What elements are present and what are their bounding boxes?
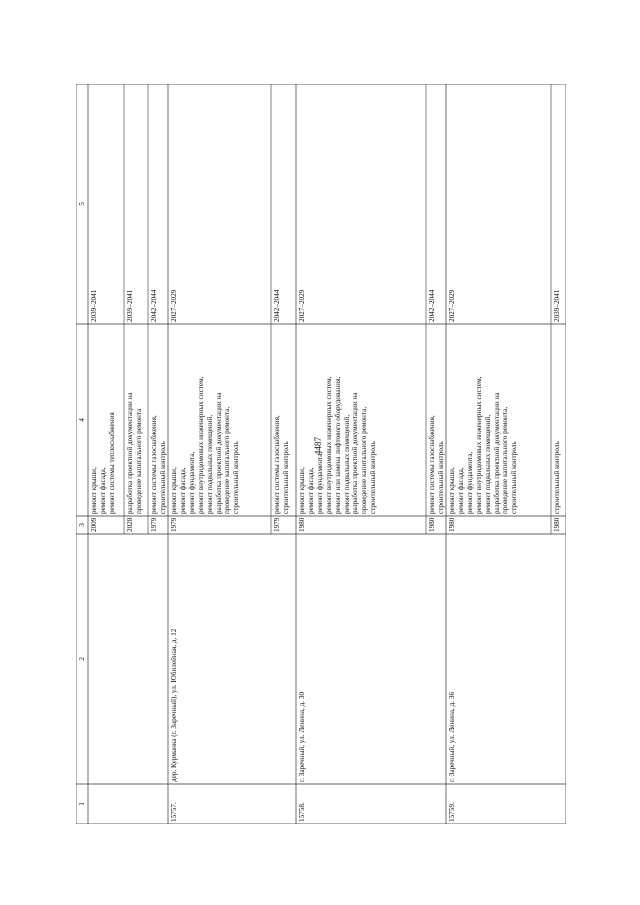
text-line: строительный контроль [232, 441, 241, 514]
text-line: ремонт фундамента, [187, 451, 196, 514]
works-cell [553, 441, 562, 514]
text-line: разработка проектной документации на [214, 392, 223, 514]
year-cell: 2028 [126, 517, 134, 532]
text-line: строительный контроль [510, 441, 519, 514]
text-line: ремонт внутридомовых инженерных систем, [324, 376, 333, 514]
text-line: ремонт фасада, [456, 467, 465, 514]
text-line: ремонт системы газоснабжения, [150, 415, 158, 514]
text-line: ремонт фасада, [98, 467, 107, 514]
text-line: ремонт системы теплоснабжения [107, 412, 116, 514]
text-line: ремонт фундамента, [465, 451, 474, 514]
text-line: ремонт крыши, [90, 467, 98, 514]
header-cell: 4 [78, 418, 86, 422]
address-cell: г. Заречный, ул. Ленина, д. 36 [448, 691, 456, 782]
period-cell: 2039–2041 [126, 289, 134, 322]
year-cell: 1980 [448, 517, 456, 532]
period-cell: 2039–2041 [553, 289, 561, 322]
text-line: ремонт подвальных помещений, [483, 414, 492, 514]
text-line: проведение капитального ремонта, [223, 406, 232, 514]
header-cell: 1 [78, 802, 86, 806]
year-cell: 1980 [553, 517, 561, 532]
text-line: проведение капитального ремонта, [360, 406, 369, 514]
header-cell: 5 [78, 202, 86, 206]
works-cell [298, 377, 378, 514]
works-cell [90, 412, 117, 514]
text-line: ремонт внутридомовых инженерных систем, [196, 376, 205, 514]
year-cell: 2009 [90, 517, 98, 532]
text-line: ремонт системы газоснабжения, [428, 415, 436, 514]
row-number: 15759. [448, 802, 456, 822]
works-cell [428, 415, 446, 514]
text-line: ремонт системы газоснабжения, [273, 415, 281, 514]
year-cell: 1979 [273, 517, 281, 532]
text-line: строительный контроль [553, 441, 561, 514]
period-cell: 2027–2029 [448, 289, 456, 322]
row-number: 15757. [170, 802, 178, 822]
text-line: ремонт подвальных помещений, [205, 414, 214, 514]
address-cell: г. Заречный, ул. Ленина, д. 30 [298, 691, 306, 782]
year-cell: 1979 [170, 517, 178, 532]
page-number: 4487 [313, 437, 323, 455]
text-line: ремонт крыши, [170, 467, 178, 514]
year-cell: 1980 [298, 517, 306, 532]
year-cell: 1980 [428, 517, 436, 532]
text-line: разработка проектной документации на [492, 392, 501, 514]
works-cell [170, 377, 241, 514]
text-line: строительный контроль [369, 441, 378, 514]
address-cell: дер. Курманка (г. Заречный), ул. Юбилейная, д. 12 [170, 628, 178, 782]
period-cell: 2042–2044 [150, 289, 158, 322]
text-line: строительный контроль [281, 441, 290, 514]
text-line: ремонт фасада, [306, 467, 315, 514]
works-cell [448, 377, 519, 514]
text-line: строительный контроль [436, 441, 445, 514]
header-cell: 3 [78, 523, 86, 527]
text-line: строительный контроль [158, 441, 167, 514]
works-cell [150, 415, 168, 514]
text-line: проведение капитального ремонта [134, 408, 143, 514]
text-line: ремонт фасада, [178, 467, 187, 514]
row-number: 15758. [298, 802, 306, 822]
period-cell: 2027–2029 [170, 289, 178, 322]
text-line: ремонт фундамента, [315, 451, 324, 514]
period-cell: 2042–2044 [428, 289, 436, 322]
period-cell: 2039–2041 [90, 289, 98, 322]
text-line: ремонт крыши, [448, 467, 456, 514]
text-line: разработка проектной документации на [351, 392, 360, 514]
text-line: разработка проектной документации на [126, 392, 134, 514]
header-cell: 2 [78, 657, 86, 661]
works-cell [273, 415, 291, 514]
capital-repair-table [76, 84, 566, 824]
year-cell: 1979 [150, 517, 158, 532]
period-cell: 2027–2029 [298, 289, 306, 322]
text-line: ремонт внутридомовых инженерных систем, [474, 376, 483, 514]
text-line: ремонт или замена лифтового оборудования, [333, 376, 342, 514]
period-cell: 2042–2044 [273, 289, 281, 322]
text-line: проведение капитального ремонта, [501, 406, 510, 514]
works-cell [126, 392, 144, 514]
text-line: ремонт крыши, [298, 467, 306, 514]
text-line: ремонт подвальных помещений, [342, 414, 351, 514]
